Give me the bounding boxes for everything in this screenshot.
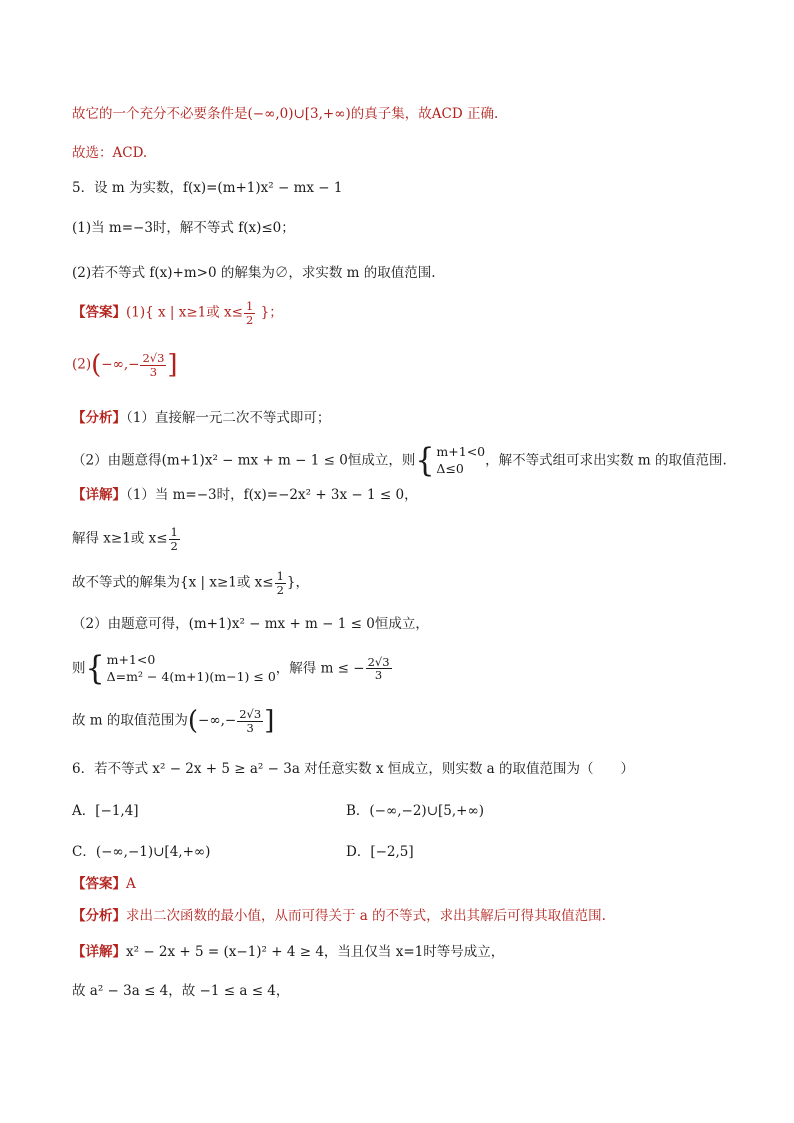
fraction-numerator: 1 <box>276 569 284 583</box>
q6-option-b: B．(−∞,−2)∪[5,+∞) <box>346 803 484 819</box>
q6-option-c: C．(−∞,−1)∪[4,+∞) <box>72 844 211 860</box>
answer-2-inner: −∞,− <box>101 356 140 373</box>
fraction-root3 <box>237 708 263 734</box>
q6-option-d: D．[−2,5] <box>346 844 414 860</box>
detail-tag: 【详解】 <box>72 944 126 960</box>
q5-analysis-1 <box>72 412 330 426</box>
bracket-close: ] <box>264 706 275 737</box>
bracket-close: ] <box>167 350 178 381</box>
detail-tag: 【详解】 <box>72 487 126 503</box>
fraction-half <box>169 526 180 552</box>
system-row-2: Δ≤0 <box>436 460 464 476</box>
q6-detail-1 <box>72 946 504 960</box>
answer-value: A <box>126 876 136 892</box>
detail-2-text: 解得 x≥1或 x≤ <box>72 530 168 547</box>
answer-2-pre: (2) <box>72 356 92 373</box>
brace-icon: { <box>415 441 435 480</box>
q5-detail-1 <box>72 489 418 503</box>
detail-6-inner: −∞,− <box>198 712 237 729</box>
q4-conclusion: 故它的一个充分不必要条件是(−∞,0)∪[3,+∞)的真子集，故ACD 正确. <box>72 106 499 122</box>
fraction-denominator: 3 <box>149 364 158 379</box>
paren-open: ( <box>187 706 199 737</box>
fraction-numerator: 2√3 <box>239 707 262 721</box>
fraction-half <box>244 300 255 326</box>
answer-tag: 【答案】 <box>72 304 126 321</box>
fraction-denominator: 2 <box>170 538 178 553</box>
system-row-1: m+1<0 <box>106 652 156 667</box>
detail-6-pre: 故 m 的取值范围为 <box>72 712 188 729</box>
system-row-1: m+1<0 <box>436 444 486 459</box>
inequality-system <box>415 441 486 480</box>
detail-3-post: }， <box>286 574 309 591</box>
fraction-denominator: 2 <box>245 312 254 327</box>
q6-option-a: A．[−1,4] <box>72 803 139 819</box>
q6-stem: 6．若不等式 x² − 2x + 5 ≥ a² − 3a 对任意实数 x 恒成立，则实数 a 的取值范围为（ ） <box>72 761 634 777</box>
q5-part1: (1)当 m=−3时，解不等式 f(x)≤0； <box>72 220 295 236</box>
detail-5-mid: ，解得 m ≤ − <box>275 660 365 677</box>
analysis-tag: 【分析】 <box>72 908 126 924</box>
q5-detail-4: （2）由题意可得，(m+1)x² − mx + m − 1 ≤ 0恒成立， <box>72 616 429 632</box>
detail-5-pre: 则 <box>72 660 86 677</box>
analysis-text: 求出二次函数的最小值，从而可得关于 a 的不等式，求出其解后可得其取值范围. <box>126 908 606 924</box>
q6-analysis <box>72 910 606 924</box>
paren-open: ( <box>91 350 102 381</box>
fraction-denominator: 3 <box>246 720 254 735</box>
detail-3-pre: 故不等式的解集为{x | x≥1或 x≤ <box>72 574 274 591</box>
fraction-denominator: 2 <box>276 582 284 597</box>
q4-answer-line: 故选：ACD. <box>72 145 148 161</box>
q6-detail-2: 故 a² − 3a ≤ 4，故 −1 ≤ a ≤ 4， <box>72 983 290 999</box>
brace-icon: { <box>85 649 105 688</box>
q5-detail-6 <box>72 706 275 737</box>
fraction-numerator: 1 <box>245 299 254 313</box>
fraction-root3 <box>366 656 392 682</box>
q5-analysis-2 <box>72 441 727 480</box>
q6-answer <box>72 878 136 892</box>
q5-part2: (2)若不等式 f(x)+m>0 的解集为∅，求实数 m 的取值范围. <box>72 265 436 281</box>
fraction-denominator: 3 <box>374 668 383 683</box>
fraction-numerator: 1 <box>170 525 178 539</box>
inequality-system <box>85 649 276 688</box>
detail-1-text: x² − 2x + 5 = (x−1)² + 4 ≥ 4，当且仅当 x=1时等号成立， <box>126 944 505 960</box>
q5-stem: 5．设 m 为实数，f(x)=(m+1)x² − mx − 1 <box>72 180 343 196</box>
analysis-2-pre: （2）由题意得(m+1)x² − mx + m − 1 ≤ 0恒成立，则 <box>72 452 416 469</box>
fraction-numerator: 2√3 <box>367 654 390 669</box>
q5-answer-2 <box>72 350 178 381</box>
answer-1-pre: (1){ x | x≥1或 x≤ <box>126 304 243 321</box>
q5-detail-3 <box>72 570 309 596</box>
analysis-2-post: ，解不等式组可求出实数 m 的取值范围. <box>485 452 727 469</box>
analysis-1-text: （1）直接解一元二次不等式即可； <box>126 410 331 426</box>
fraction-half <box>275 570 286 596</box>
answer-tag: 【答案】 <box>72 876 126 892</box>
analysis-tag: 【分析】 <box>72 410 126 426</box>
q5-detail-2 <box>72 526 181 552</box>
q5-detail-5 <box>72 649 393 688</box>
system-row-2: Δ=m² − 4(m+1)(m−1) ≤ 0 <box>106 668 276 684</box>
answer-1-post: }； <box>256 304 283 321</box>
detail-1-text: （1）当 m=−3时，f(x)=−2x² + 3x − 1 ≤ 0， <box>126 487 418 503</box>
q5-answer-1 <box>72 300 283 326</box>
fraction-root3 <box>140 352 166 378</box>
fraction-numerator: 2√3 <box>142 351 165 365</box>
